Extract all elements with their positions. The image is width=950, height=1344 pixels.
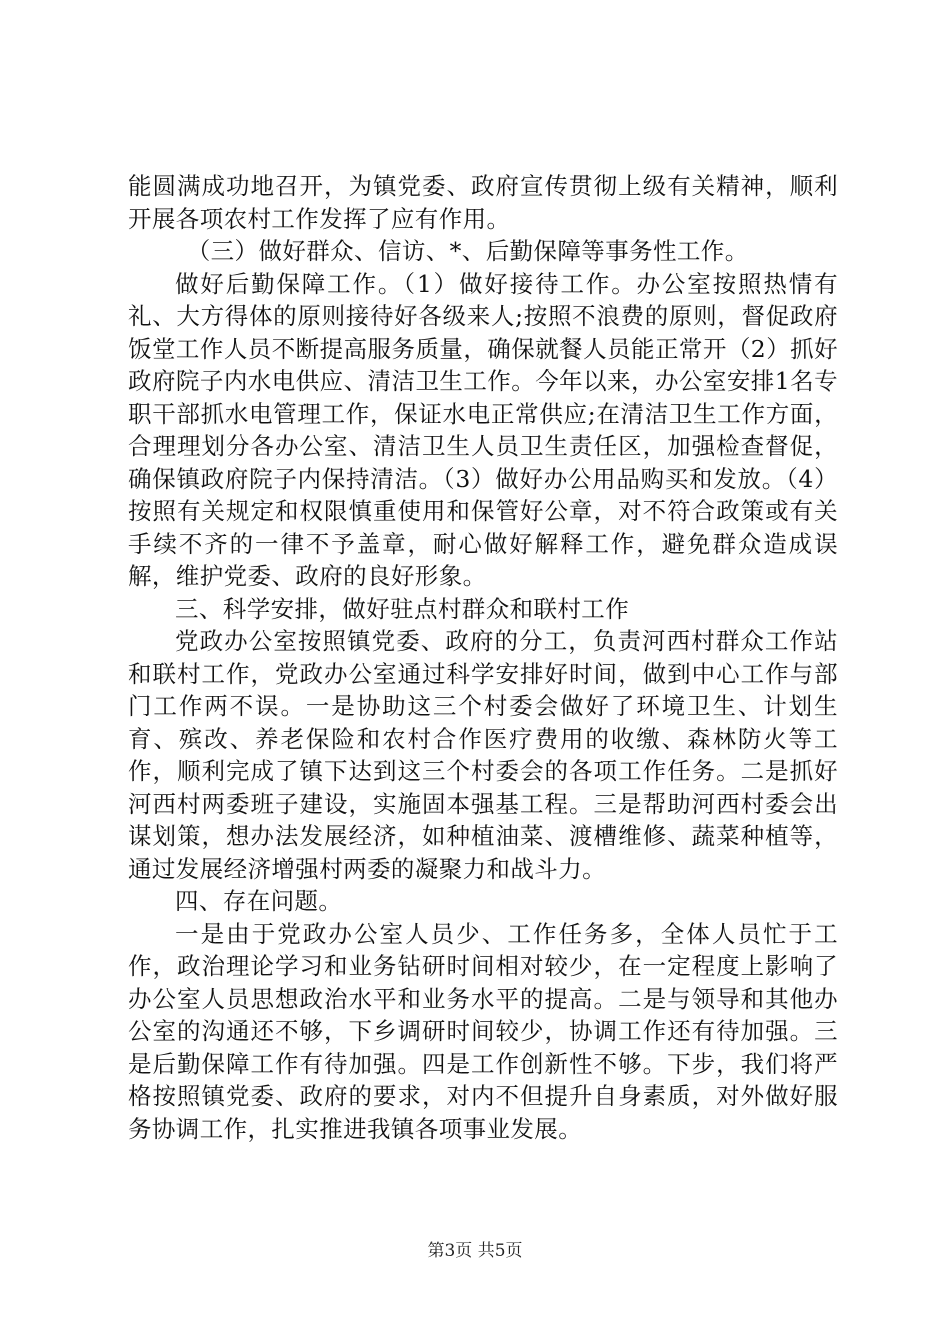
page-number-footer: 第3页 共5页 [427,1241,523,1261]
subsection-heading: （三）做好群众、信访、*、后勤保障等事务性工作。 [186,237,749,265]
paragraph-problems: 一是由于党政办公室人员少、工作任务多，全体人员忙于工作，政治理论学习和业务钻研时间相对较少，在一定程度上影响了办公室人员思想政治水平和业务水平的提高。二是与领导和其他办公室的沟通还不够，下乡调研时间较少，协调工作还有待加强。三是后勤保障工作有待加强。四是工作创新性不够。下步，我们将严格按照镇党委、政府的要求，对内不但提升自身素质，对外做好服务协调工作，扎实推进我镇各项事业发展。 [128,919,838,1143]
section-heading-4: 四、存在问题。 [175,887,343,915]
document-body [128,170,838,1145]
paragraph-village-work: 党政办公室按照镇党委、政府的分工，负责河西村群众工作站和联村工作，党政办公室通过科学安排好时间，做到中心工作与部门工作两不误。一是协助这三个村委会做好了环境卫生、计划生育、殡改、养老保险和农村合作医疗费用的收缴、森林防火等工作，顺利完成了镇下达到这三个村委会的各项工作任务。二是抓好河西村两委班子建设，实施固本强基工程。三是帮助河西村委会出谋划策，想办法发展经济，如种植油菜、渡槽维修、蔬菜种植等，通过发展经济增强村两委的凝聚力和战斗力。 [128,627,838,883]
paragraph-logistics: 做好后勤保障工作。（1）做好接待工作。办公室按照热情有礼、大方得体的原则接待好各级来人;按照不浪费的原则，督促政府饭堂工作人员不断提高服务质量，确保就餐人员能正常开（2）抓好政府院子内水电供应、清洁卫生工作。今年以来，办公室安排1名专职干部抓水电管理工作，保证水电正常供应;在清洁卫生工作方面，合理理划分各办公室、清洁卫生人员卫生责任区，加强检查督促，确保镇政府院子内保持清洁。（3）做好办公用品购买和发放。（4）按照有关规定和权限慎重使用和保管好公章，对不符合政策或有关手续不齐的一律不予盖章，耐心做好解释工作，避免群众造成误解，维护党委、政府的良好形象。 [128,269,838,590]
section-heading-3: 三、科学安排，做好驻点村群众和联村工作 [175,594,630,623]
paragraph-continuation: 能圆满成功地召开，为镇党委、政府宣传贯彻上级有关精神，顺利开展各项农村工作发挥了应有作用。 [128,172,838,233]
